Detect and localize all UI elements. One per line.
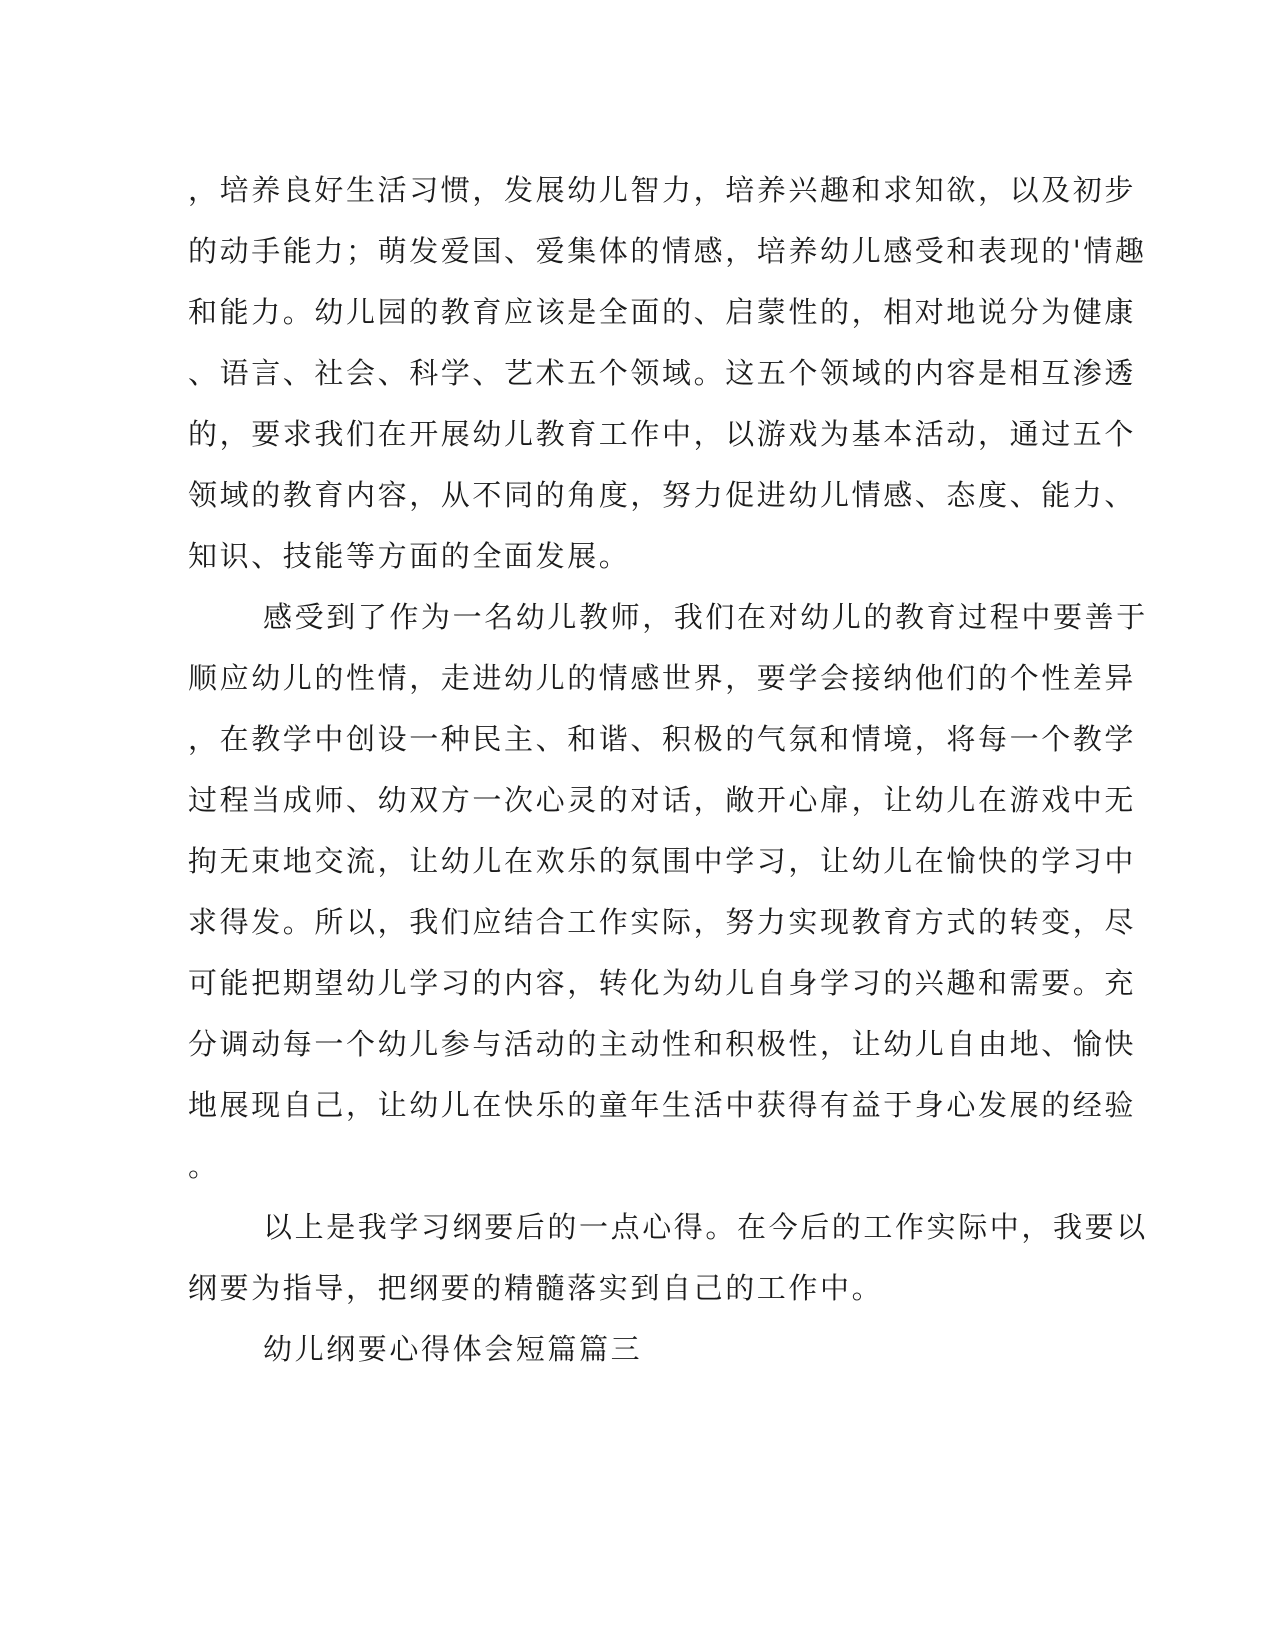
paragraph-line: ，在教学中创设一种民主、和谐、积极的气氛和情境，将每一个教学 [188,722,1137,756]
paragraph-line: 过程当成师、幼双方一次心灵的对话，敞开心扉，让幼儿在游戏中无 [188,783,1137,817]
paragraph-line: 顺应幼儿的性情，走进幼儿的情感世界，要学会接纳他们的个性差异 [188,661,1137,695]
paragraph-line: 拘无束地交流，让幼儿在欢乐的氛围中学习，让幼儿在愉快的学习中 [188,844,1137,878]
paragraph-line: 纲要为指导，把纲要的精髓落实到自己的工作中。 [188,1271,884,1305]
paragraph-line: ，培养良好生活习惯，发展幼儿智力，培养兴趣和求知欲，以及初步 [188,173,1137,207]
paragraph-line: 求得发。所以，我们应结合工作实际，努力实现教育方式的转变，尽 [188,905,1137,939]
paragraph-line: 感受到了作为一名幼儿教师，我们在对幼儿的教育过程中要善于 [263,600,1148,634]
paragraph-line: 分调动每一个幼儿参与活动的主动性和积极性，让幼儿自由地、愉快 [188,1027,1137,1061]
document-body [188,160,1148,1380]
paragraph-line: 的，要求我们在开展幼儿教育工作中，以游戏为基本活动，通过五个 [188,417,1137,451]
section-heading: 幼儿纲要心得体会短篇篇三 [263,1332,643,1366]
paragraph-line: 的动手能力；萌发爱国、爱集体的情感，培养幼儿感受和表现的'情趣 [188,234,1147,268]
paragraph-line: 可能把期望幼儿学习的内容，转化为幼儿自身学习的兴趣和需要。充 [188,966,1137,1000]
paragraph-line: 知识、技能等方面的全面发展。 [188,539,631,573]
paragraph-line: 、语言、社会、科学、艺术五个领域。这五个领域的内容是相互渗透 [188,356,1137,390]
paragraph-line: 领域的教育内容，从不同的角度，努力促进幼儿情感、态度、能力、 [188,478,1137,512]
paragraph-line: 以上是我学习纲要后的一点心得。在今后的工作实际中，我要以 [263,1210,1148,1244]
paragraph-line: 和能力。幼儿园的教育应该是全面的、启蒙性的，相对地说分为健康 [188,295,1137,329]
paragraph-line: 地展现自己，让幼儿在快乐的童年生活中获得有益于身心发展的经验 [188,1088,1137,1122]
paragraph-line: 。 [188,1149,220,1183]
